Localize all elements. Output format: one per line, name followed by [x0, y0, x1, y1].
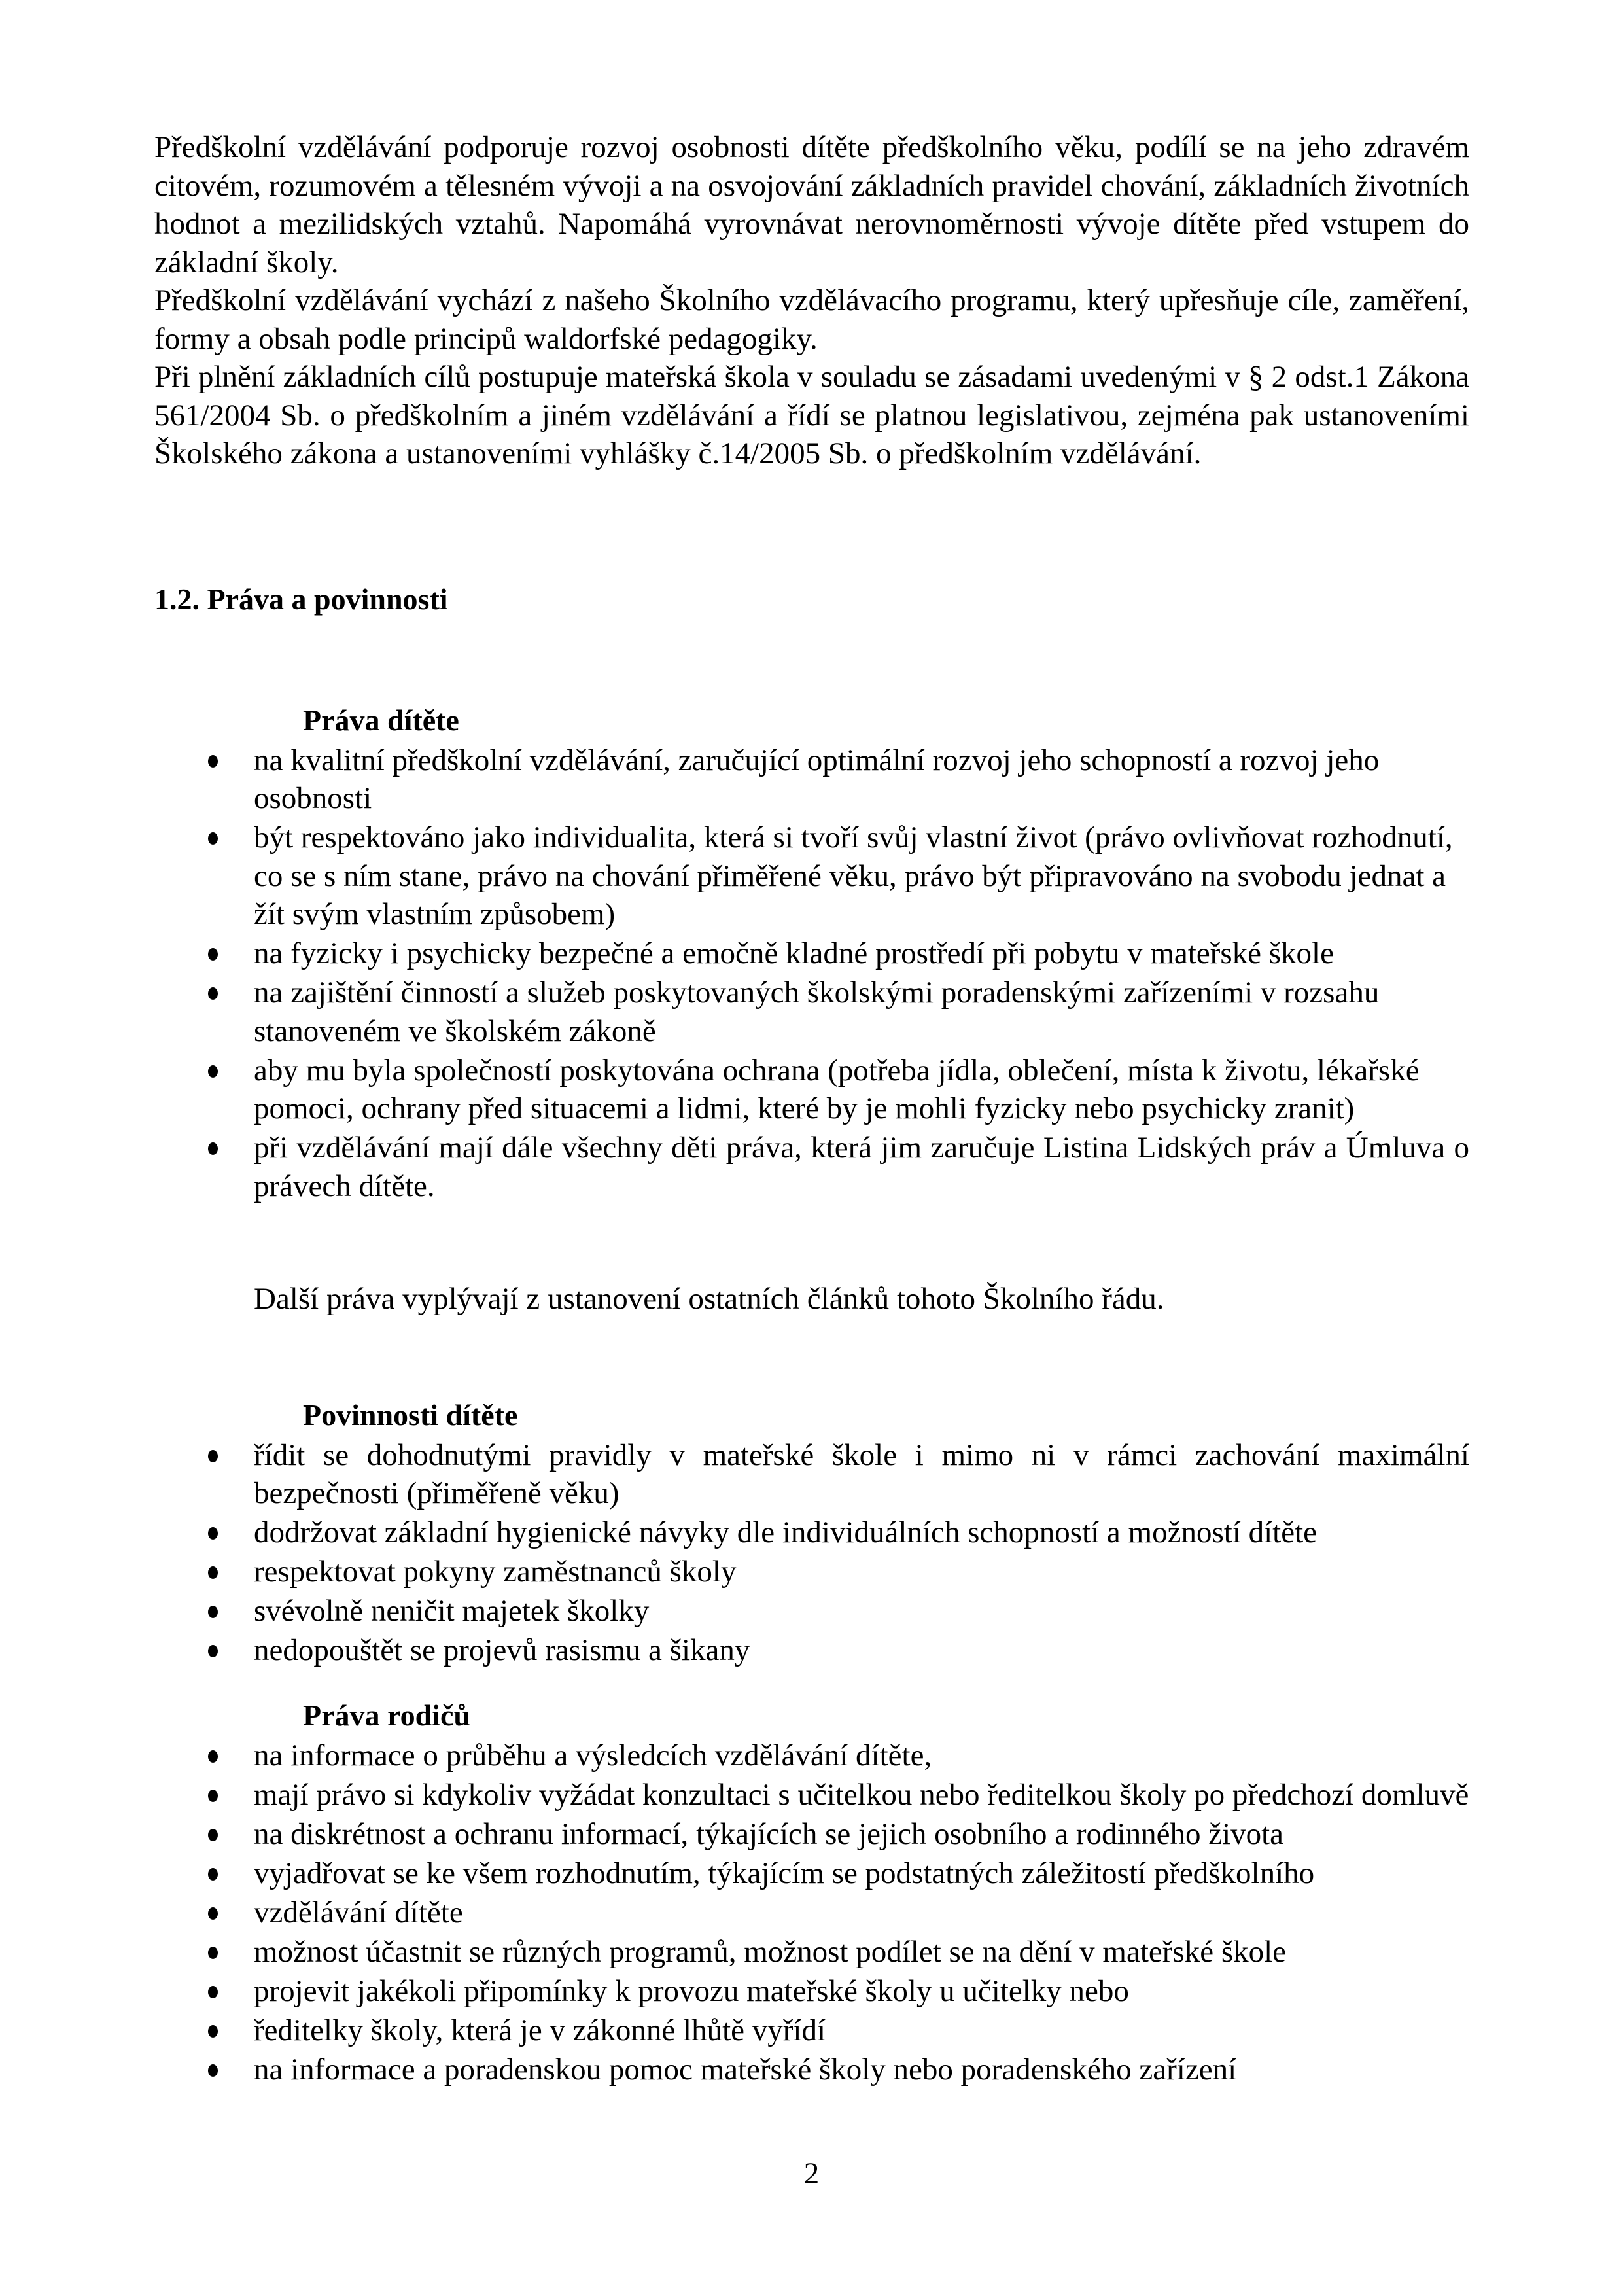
list-item-text: svévolně neničit majetek školky — [254, 1594, 650, 1628]
bullet-icon — [208, 1645, 218, 1657]
list-item-text: projevit jakékoli připomínky k provozu mateřské školy u učitelky nebo — [254, 1973, 1129, 2008]
list-item — [154, 741, 1469, 818]
list-item — [154, 1933, 1469, 1971]
list-item-text: být respektováno jako individualita, která si tvoří svůj vlastní život (právo ovlivňovat rozhodnutí, co se s ním stane, právo na chování přiměřené věku, právo být připravováno na svobodu jednat a žít svým vlastním způsobem) — [254, 821, 1453, 931]
bullet-icon — [208, 1566, 218, 1579]
list-item — [154, 1051, 1469, 1128]
povinnosti-ditete-section — [154, 1396, 1469, 1670]
list-item — [154, 1776, 1469, 1814]
list-item — [154, 1631, 1469, 1670]
intro-paragraph: Při plnění základních cílů postupuje mateřská škola v souladu se zásadami uvedenými v § 2 odst.1 Zákona 561/2004 Sb. o předškolním a jiném vzdělávání a řídí se platnou legislativou, zejména pak ustanoveními Školského zákona a ustanoveními vyhlášky č.14/2005 Sb. o předškolním vzdělávání. — [154, 360, 1469, 470]
list-item-text: ředitelky školy, která je v zákonné lhůtě vyřídí — [254, 2013, 826, 2047]
list-item-text: na kvalitní předškolní vzdělávání, zaručující optimální rozvoj jeho schopností a rozvoj jeho osobnosti — [254, 743, 1380, 815]
list-item-text: mají právo si kdykoliv vyžádat konzultaci s učitelkou nebo ředitelkou školy po předchozí domluvě — [254, 1777, 1469, 1812]
list-item — [154, 1553, 1469, 1591]
list-item — [154, 1894, 1469, 1932]
list-item-text: řídit se dohodnutými pravidly v mateřské škole i mimo ni v rámci zachování maximální bezpečnosti (přiměřeně věku) — [254, 1438, 1469, 1510]
bullet-icon — [208, 1947, 218, 1959]
list-item-text: při vzdělávání mají dále všechny děti práva, která jim zaručuje Listina Lidských práv a Úmluva o právech dítěte. — [254, 1131, 1469, 1203]
list-item — [154, 1854, 1469, 1893]
list-item-text: na zajištění činností a služeb poskytovaných školskými poradenskými zařízeními v rozsahu stanoveném ve školském zákoně — [254, 976, 1380, 1048]
prava-ditete-list — [154, 741, 1469, 1206]
list-item — [154, 934, 1469, 973]
list-item — [154, 2051, 1469, 2089]
povinnosti-ditete-list — [154, 1436, 1469, 1670]
bullet-icon — [208, 2064, 218, 2077]
list-item — [154, 2011, 1469, 2050]
list-item-text: aby mu byla společností poskytována ochrana (potřeba jídla, oblečení, místa k životu, lékařské pomoci, ochrany před situacemi a lidmi, které by je mohli fyzicky nebo psychicky zranit) — [254, 1053, 1420, 1125]
prava-ditete-note: Další práva vyplývají z ustanovení ostatních článků tohoto Školního řádu. — [254, 1282, 1164, 1316]
bullet-icon — [208, 1527, 218, 1540]
prava-rodicu-section — [154, 1697, 1469, 2090]
bullet-icon — [208, 948, 218, 961]
list-item — [154, 1592, 1469, 1631]
bullet-icon — [208, 755, 218, 768]
bullet-icon — [208, 832, 218, 845]
bullet-icon — [208, 1750, 218, 1763]
list-item-text: nedopouštět se projevů rasismu a šikany — [254, 1633, 750, 1667]
list-item — [154, 1815, 1469, 1854]
list-item — [154, 1436, 1469, 1513]
bullet-icon — [208, 1065, 218, 1078]
page-number: 2 — [803, 2157, 820, 2191]
prava-ditete-section — [154, 701, 1469, 1207]
list-item-text: možnost účastnit se různých programů, možnost podílet se na dění v mateřské škole — [254, 1934, 1287, 1969]
bullet-icon — [208, 1868, 218, 1881]
list-item-text: dodržovat základní hygienické návyky dle individuálních schopností a možností dítěte — [254, 1515, 1318, 1549]
list-item — [154, 819, 1469, 934]
list-item — [154, 1129, 1469, 1205]
list-item-text: respektovat pokyny zaměstnanců školy — [254, 1555, 737, 1589]
prava-rodicu-list — [154, 1737, 1469, 2089]
list-item-text: na informace o průběhu a výsledcích vzdělávání dítěte, — [254, 1738, 932, 1773]
bullet-icon — [208, 1606, 218, 1618]
list-item — [154, 1513, 1469, 1552]
bullet-icon — [208, 1790, 218, 1802]
intro-section — [154, 128, 1469, 473]
bullet-icon — [208, 1450, 218, 1462]
list-item — [154, 1972, 1469, 2011]
list-item-text: na diskrétnost a ochranu informací, týkajících se jejich osobního a rodinného života — [254, 1816, 1284, 1851]
intro-paragraph: Předškolní vzdělávání podporuje rozvoj osobnosti dítěte předškolního věku, podílí se na jeho zdravém citovém, rozumovém a tělesném vývoji a na osvojování základních pravidel chování, základních životních hodnot a mezilidských vztahů. Napomáhá vyrovnávat nerovnoměrnosti vývoje dítěte před vstupem do základní školy. — [154, 130, 1469, 279]
bullet-icon — [208, 987, 218, 1000]
intro-paragraph: Předškolní vzdělávání vychází z našeho Školního vzdělávacího programu, který upřesňuje cíle, zaměření, formy a obsah podle principů waldorfské pedagogiky. — [154, 283, 1469, 356]
section-heading: 1.2. Práva a povinnosti — [154, 582, 448, 616]
bullet-icon — [208, 1829, 218, 1841]
prava-ditete-heading: Práva dítěte — [303, 703, 459, 737]
bullet-icon — [208, 1986, 218, 1998]
list-item-text: vzdělávání dítěte — [254, 1895, 463, 1930]
bullet-icon — [208, 1907, 218, 1920]
prava-rodicu-heading: Práva rodičů — [303, 1699, 470, 1732]
bullet-icon — [208, 2025, 218, 2038]
list-item-text: na fyzicky i psychicky bezpečné a emočně kladné prostředí při pobytu v mateřské škole — [254, 936, 1334, 970]
bullet-icon — [208, 1142, 218, 1155]
list-item — [154, 974, 1469, 1050]
povinnosti-ditete-heading: Povinnosti dítěte — [303, 1398, 518, 1432]
list-item-text: na informace a poradenskou pomoc mateřské školy nebo poradenského zařízení — [254, 2052, 1237, 2087]
list-item-text: vyjadřovat se ke všem rozhodnutím, týkajícím se podstatných záležitostí předškolního — [254, 1856, 1315, 1890]
list-item — [154, 1737, 1469, 1775]
